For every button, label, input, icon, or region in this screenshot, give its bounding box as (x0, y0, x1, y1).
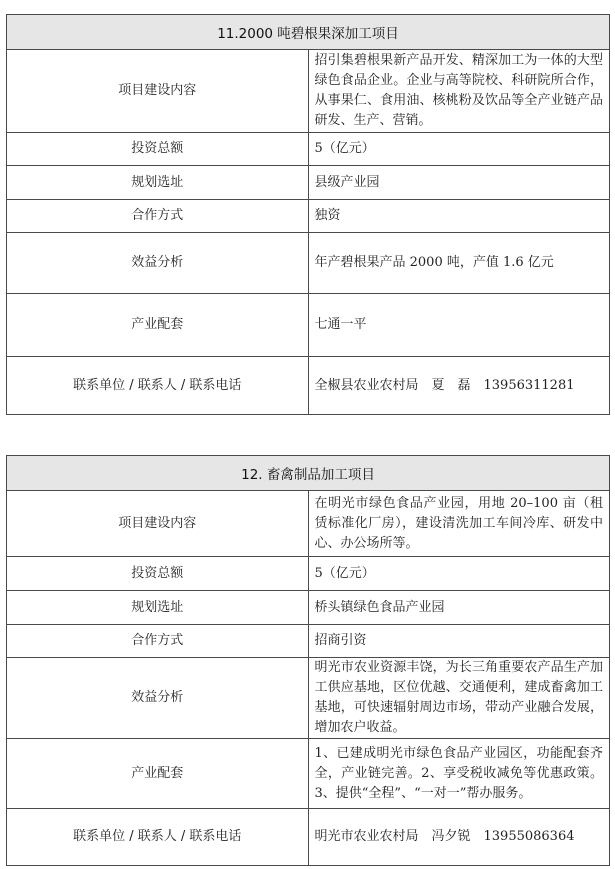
row-value-cooperation: 招商引资 (308, 625, 610, 658)
row-label-content: 项目建设内容 (7, 491, 309, 557)
row-value-investment: 5（亿元） (308, 557, 610, 591)
row-value-contact: 全椒县农业农村局 夏 磊 13956311281 (308, 357, 610, 415)
row-label-benefit: 效益分析 (7, 233, 309, 294)
row-label-cooperation: 合作方式 (7, 200, 309, 233)
row-label-benefit: 效益分析 (7, 658, 309, 739)
row-value-site: 县级产业园 (308, 166, 610, 200)
row-value-benefit: 年产碧根果产品 2000 吨，产值 1.6 亿元 (308, 233, 610, 294)
row-value-investment: 5（亿元） (308, 133, 610, 166)
row-label-site: 规划选址 (7, 591, 309, 625)
row-label-contact: 联系单位 / 联系人 / 联系电话 (7, 357, 309, 415)
row-value-contact: 明光市农业农村局 冯夕锐 13955086364 (308, 809, 610, 866)
row-value-site: 桥头镇绿色食品产业园 (308, 591, 610, 625)
row-label-supporting: 产业配套 (7, 294, 309, 357)
row-value-cooperation: 独资 (308, 200, 610, 233)
row-value-content: 在明光市绿色食品产业园，用地 20–100 亩（租赁标准化厂房），建设清洗加工车间冷库、研发中心、办公场所等。 (308, 491, 610, 557)
project-title: 11.2000 吨碧根果深加工项目 (7, 15, 610, 50)
row-label-contact: 联系单位 / 联系人 / 联系电话 (7, 809, 309, 866)
row-label-investment: 投资总额 (7, 133, 309, 166)
project-table-1 (6, 14, 610, 415)
row-label-site: 规划选址 (7, 166, 309, 200)
row-value-benefit: 明光市农业资源丰饶，为长三角重要农产品生产加工供应基地，区位优越、交通便利，建成畜禽加工基地，可快速辐射周边市场，带动产业融合发展，增加农户收益。 (308, 658, 610, 739)
row-value-supporting: 1、已建成明光市绿色食品产业园区，功能配套齐全，产业链完善。2、享受税收减免等优惠政策。3、提供“全程”、“一对一”帮办服务。 (308, 739, 610, 809)
row-label-content: 项目建设内容 (7, 50, 309, 133)
project-table-2 (6, 455, 610, 866)
row-label-cooperation: 合作方式 (7, 625, 309, 658)
row-value-content: 招引集碧根果新产品开发、精深加工为一体的大型绿色食品企业。企业与高等院校、科研院所合作，从事果仁、食用油、核桃粉及饮品等全产业链产品研发、生产、营销。 (308, 50, 610, 133)
row-label-investment: 投资总额 (7, 557, 309, 591)
row-label-supporting: 产业配套 (7, 739, 309, 809)
row-value-supporting: 七通一平 (308, 294, 610, 357)
project-title: 12. 畜禽制品加工项目 (7, 456, 610, 491)
